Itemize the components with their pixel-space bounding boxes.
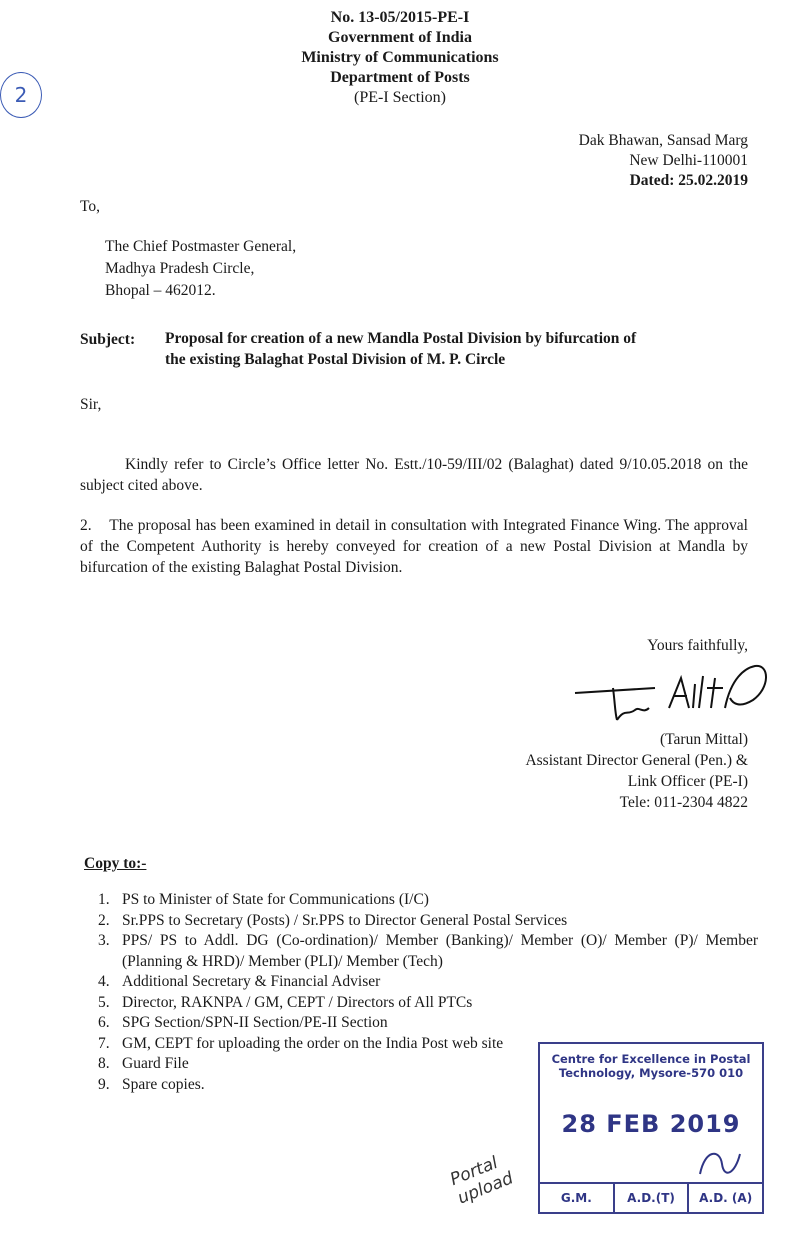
- signatory-designation2: Link Officer (PE-I): [627, 773, 748, 790]
- copy-to-item-number: 6.: [98, 1014, 110, 1031]
- copy-to-item-number: 8.: [98, 1055, 110, 1072]
- yours-faithfully: Yours faithfully,: [647, 637, 748, 654]
- copy-to-item-text: Sr.PPS to Secretary (Posts) / Sr.PPS to Director General Postal Services: [122, 911, 568, 929]
- recipient-line3: Bhopal – 462012.: [105, 282, 216, 299]
- ministry-name: Ministry of Communications: [301, 49, 499, 66]
- subject-line2: the existing Balaghat Postal Division of M. P. Circle: [165, 351, 506, 368]
- address-line1: Dak Bhawan, Sansad Marg: [578, 132, 748, 149]
- copy-to-item-text: GM, CEPT for uploading the order on the India Post web site: [122, 1034, 504, 1052]
- received-stamp: [538, 1042, 764, 1214]
- stamp-cell-ada: A.D. (A): [699, 1191, 753, 1205]
- salutation: Sir,: [80, 396, 102, 413]
- copy-to-item: [98, 1013, 758, 1034]
- copy-to-item-number: 7.: [98, 1034, 110, 1052]
- copy-to-item-number: 2.: [98, 911, 110, 929]
- to-label: To,: [80, 198, 101, 215]
- section-name: (PE-I Section): [354, 89, 446, 106]
- copy-to-item-text: PPS/ PS to Addl. DG (Co-ordination)/ Member (Banking)/ Member (O)/ Member (P)/ Member (Planning & HRD)/ Member (PLI)/ Member (Tech): [122, 932, 758, 970]
- file-number: No. 13-05/2015-PE-I: [330, 9, 470, 26]
- body-paragraph-1: Kindly refer to Circle’s Office letter No. Estt./10-59/III/02 (Balaghat) dated 9/10.05.2018 on the subject cited above.: [80, 456, 748, 494]
- recipient-address: [105, 236, 296, 302]
- copy-to-item-text: Director, RAKNPA / GM, CEPT / Directors of All PTCs: [122, 993, 473, 1011]
- copy-to-item: [98, 972, 758, 993]
- stamp-cell-gm: G.M.: [540, 1184, 615, 1212]
- department-name: Department of Posts: [330, 69, 470, 86]
- copy-to-item: [98, 931, 758, 972]
- dated-line: Dated: 25.02.2019: [629, 172, 748, 189]
- signatory-name: (Tarun Mittal): [659, 731, 748, 748]
- stamp-date: 28 FEB 2019: [561, 1110, 741, 1138]
- handwritten-portal-upload-note: Portal upload: [447, 1152, 517, 1209]
- copy-to-item-text: PS to Minister of State for Communications (I/C): [122, 891, 429, 908]
- copy-to-item-text: SPG Section/SPN-II Section/PE-II Section: [122, 1014, 388, 1031]
- address-line2: New Delhi-110001: [629, 152, 748, 169]
- copy-to-item-number: 4.: [98, 973, 110, 990]
- copy-to-item-number: 9.: [98, 1075, 110, 1093]
- copy-to-item-text: Spare copies.: [122, 1075, 205, 1093]
- copy-to-item-text: Guard File: [122, 1055, 189, 1072]
- stamp-heading: Centre for Excellence in Postal Technology, Mysore-570 010: [551, 1052, 751, 1080]
- recipient-line2: Madhya Pradesh Circle,: [105, 260, 255, 277]
- copy-to-item: [98, 890, 758, 911]
- signatory-telephone: Tele: 011-2304 4822: [619, 794, 748, 811]
- stamp-cell-adt: A.D.(T): [615, 1184, 690, 1212]
- signature: [565, 648, 775, 728]
- copy-to-heading: Copy to:-: [84, 855, 147, 872]
- signatory-designation1: Assistant Director General (Pen.) &: [525, 752, 748, 769]
- stamp-initials: [690, 1144, 750, 1184]
- copy-to-item-number: 1.: [98, 891, 110, 908]
- signatory-block: [430, 729, 748, 813]
- copy-to-item: [98, 911, 758, 932]
- stamp-cells: [540, 1182, 762, 1212]
- recipient-line1: The Chief Postmaster General,: [105, 238, 297, 255]
- copy-to-item-text: Additional Secretary & Financial Adviser: [122, 973, 381, 990]
- copy-to-item: [98, 993, 758, 1014]
- margin-number-note: 2: [0, 72, 42, 118]
- govt-name: Government of India: [328, 29, 472, 46]
- copy-to-item-number: 5.: [98, 993, 110, 1011]
- copy-to-item-number: 3.: [98, 932, 110, 949]
- letterhead: [200, 8, 600, 108]
- subject-line1: Proposal for creation of a new Mandla Postal Division by bifurcation of: [165, 330, 637, 347]
- sender-address: [450, 131, 748, 191]
- body-paragraph-2: 2. The proposal has been examined in detail in consultation with Integrated Finance Wing. The approval of the Competent Authority is hereby conveyed for creation of a new Postal Division at Mandla by bifurcation of the existing Balaghat Postal Division.: [80, 517, 748, 576]
- subject-text: [165, 328, 636, 370]
- subject-label: Subject:: [80, 331, 136, 348]
